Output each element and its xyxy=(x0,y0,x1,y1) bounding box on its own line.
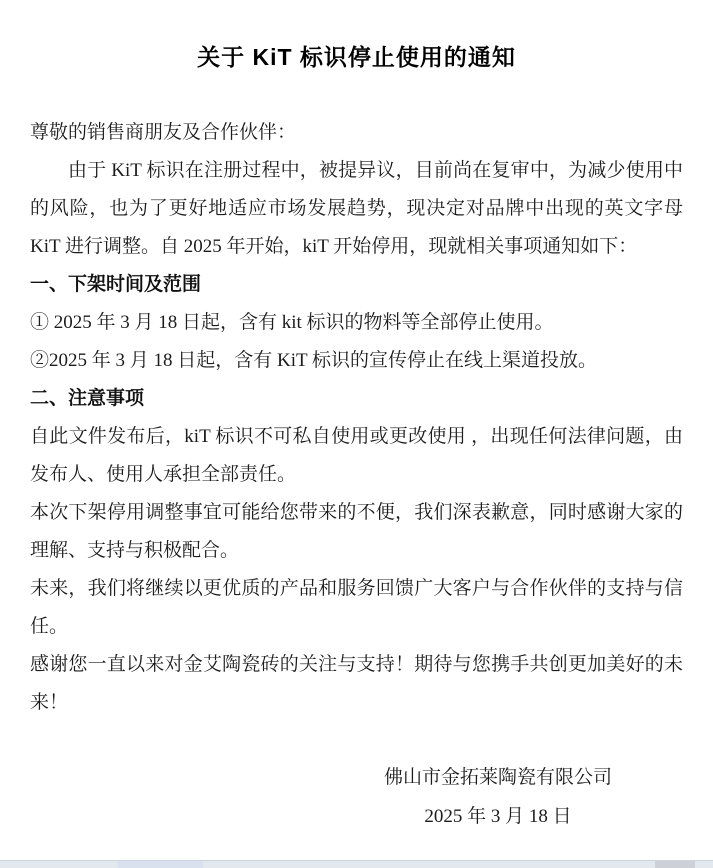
signature-date: 2025 年 3 月 18 日 xyxy=(424,806,572,827)
bottom-bar xyxy=(0,860,713,868)
signature-block xyxy=(348,758,648,836)
salutation: 尊敬的销售商朋友及合作伙伴： xyxy=(30,122,297,143)
section-2-paragraph-4: 感谢您一直以来对金艾陶瓷砖的关注与支持！期待与您携手共创更加美好的未来！ xyxy=(30,654,683,713)
bottom-bar-thumb xyxy=(655,861,695,868)
signature-company: 佛山市金拓莱陶瓷有限公司 xyxy=(383,767,612,788)
intro-paragraph: 由于 KiT 标识在注册过程中，被提异议，目前尚在复审中，为减少使用中的风险，也为了更好地适应市场发展趋势，现决定对品牌中出现的英文字母 KiT 进行调整。自 2025 年开始，kiT 开始停用，现就相关事项通知如下： xyxy=(30,160,683,257)
section-2-paragraph-1: 自此文件发布后，kiT 标识不可私自使用或更改使用 ，出现任何法律问题，由发布人、使用人承担全部责任。 xyxy=(30,426,683,485)
bottom-bar-highlight xyxy=(118,861,203,868)
section-2-paragraph-2: 本次下架停用调整事宜可能给您带来的不便，我们深表歉意，同时感谢大家的理解、支持与积极配合。 xyxy=(30,502,683,561)
section-1-heading: 一、下架时间及范围 xyxy=(30,274,202,295)
section-1-item-2: ②2025 年 3 月 18 日起，含有 KiT 标识的宣传停止在线上渠道投放。 xyxy=(30,350,598,371)
section-1-item-1: ① 2025 年 3 月 18 日起，含有 kit 标识的物料等全部停止使用。 xyxy=(30,312,554,333)
section-2-heading: 二、注意事项 xyxy=(30,388,145,409)
notice-title: 关于 KiT 标识停止使用的通知 xyxy=(197,44,516,70)
section-2-paragraph-3: 未来，我们将继续以更优质的产品和服务回馈广大客户与合作伙伴的支持与信任。 xyxy=(30,578,683,637)
notice-body xyxy=(30,114,683,836)
